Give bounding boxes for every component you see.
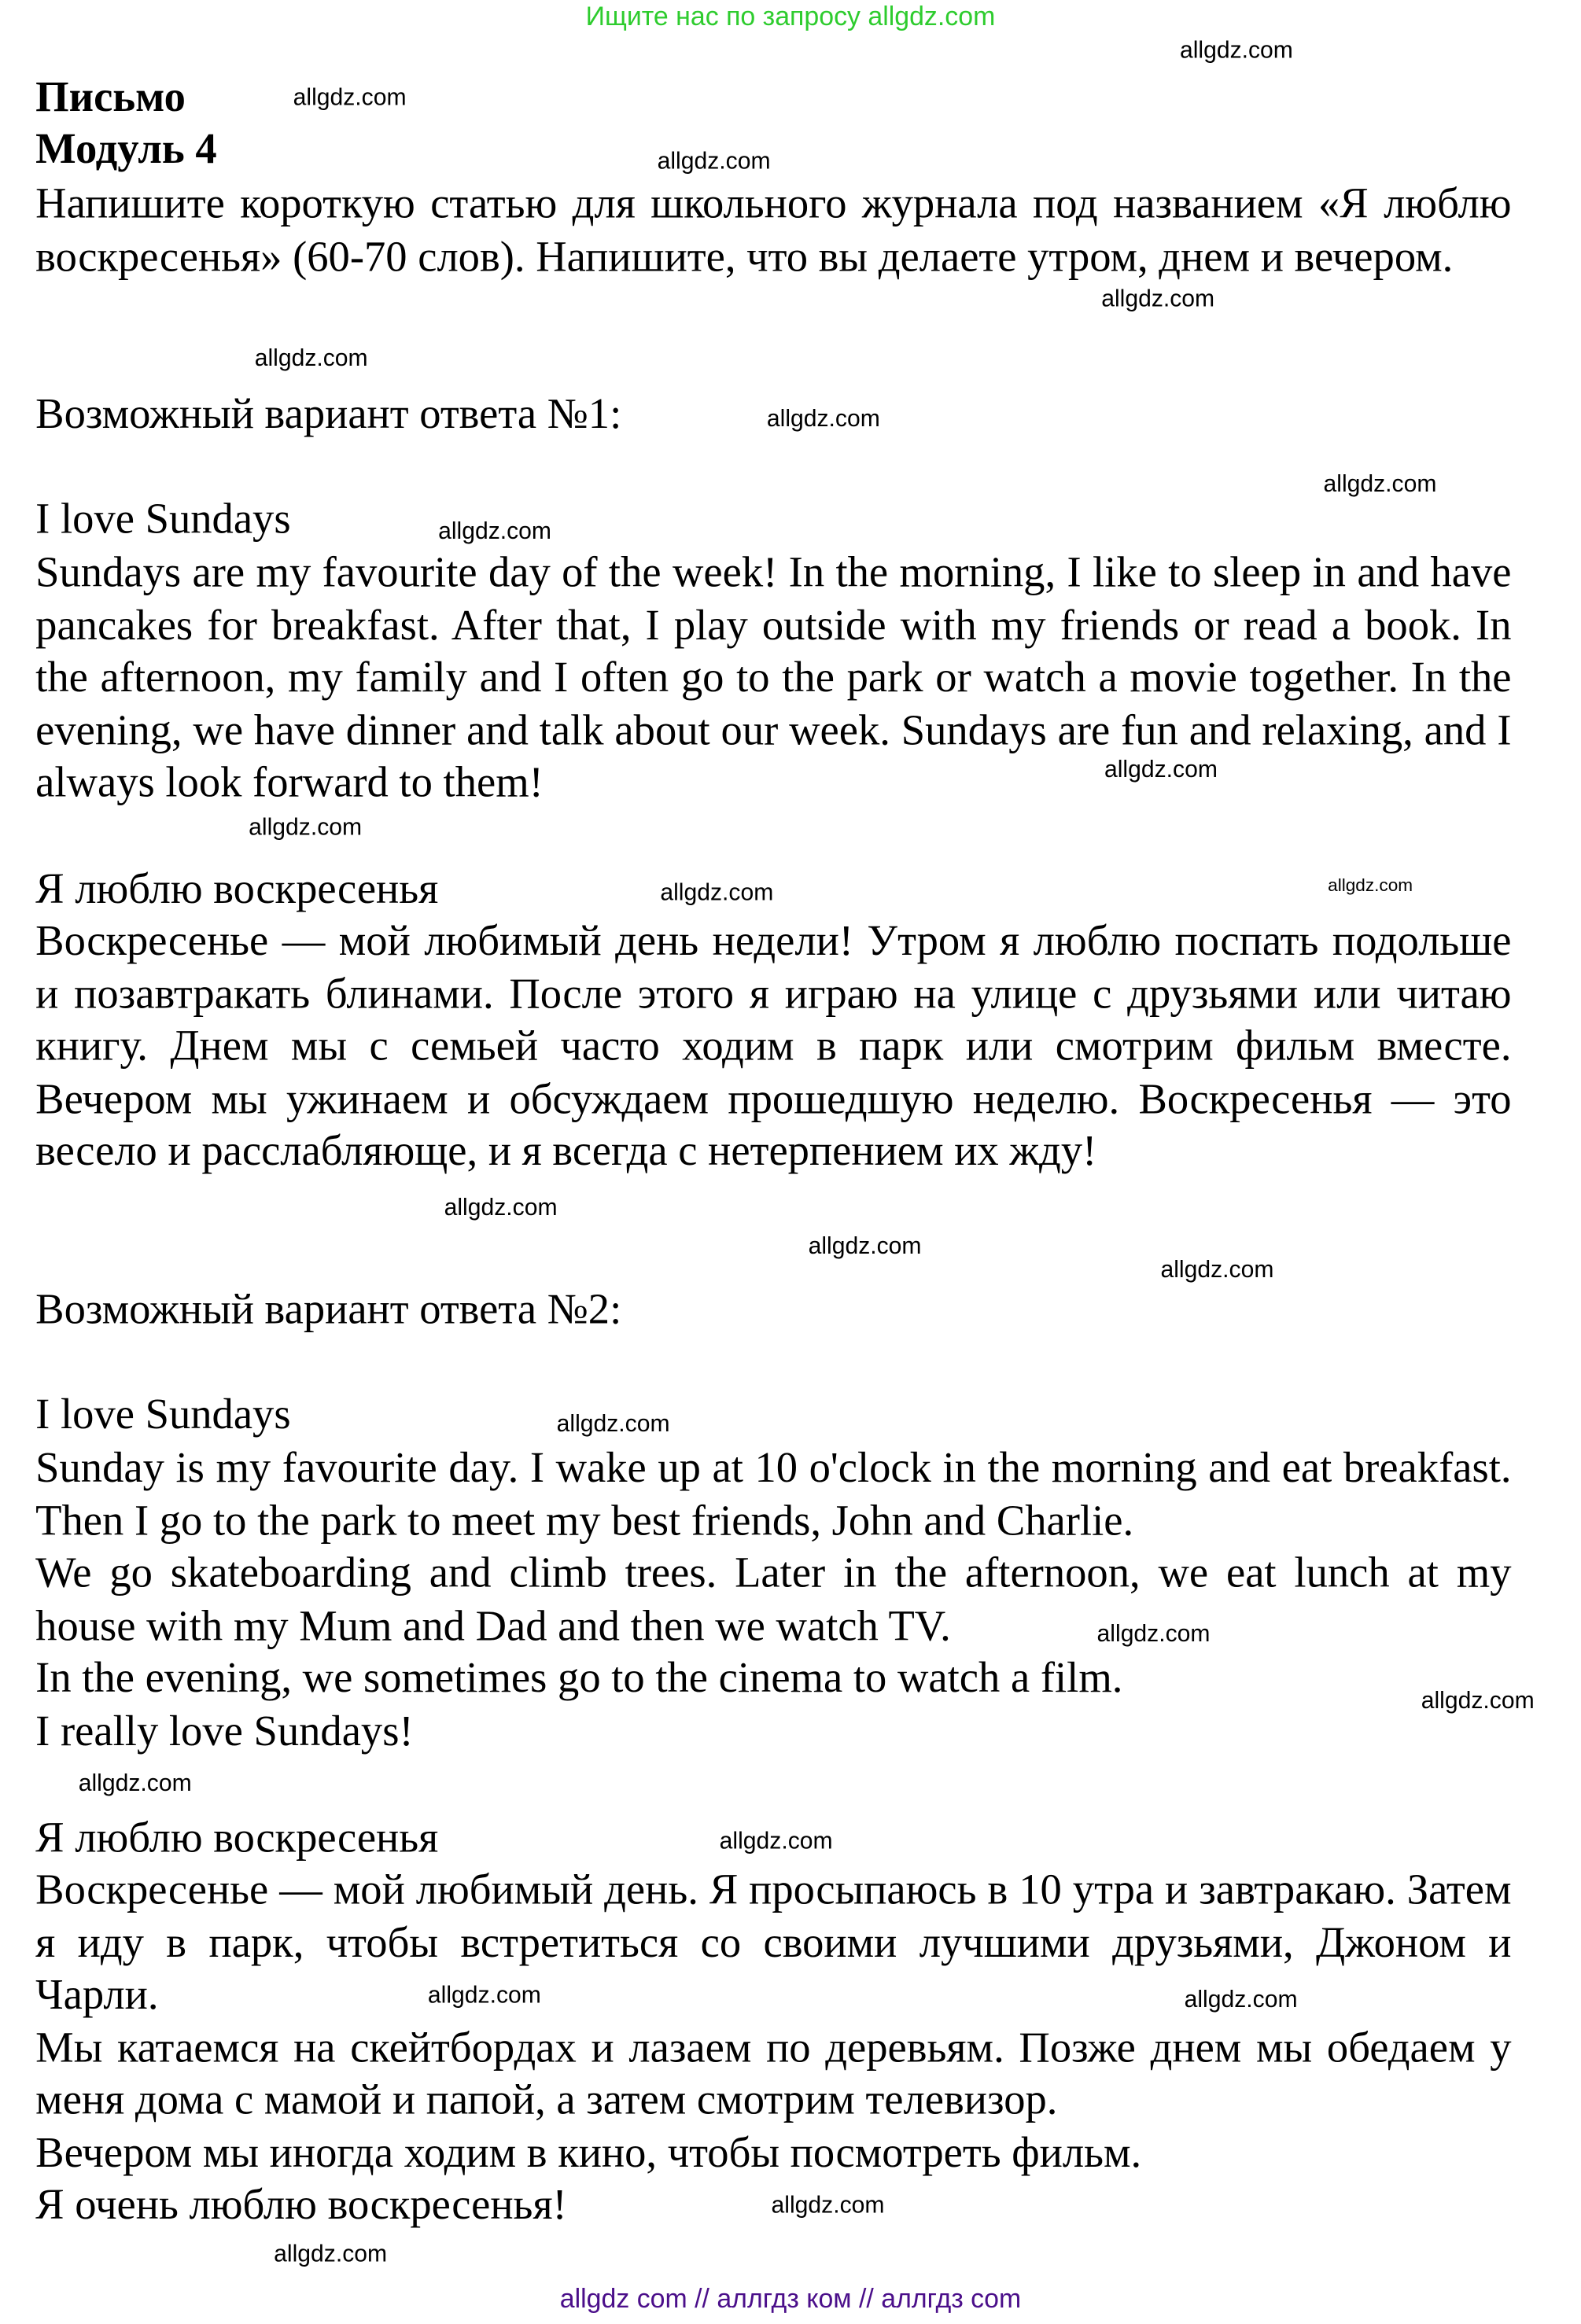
task-text: [35, 179, 1511, 285]
watermark: allgdz.com: [427, 1983, 541, 2009]
watermark: allgdz.com: [771, 2193, 885, 2219]
watermark: allgdz.com: [1160, 1258, 1274, 1284]
watermark: allgdz.com: [1323, 472, 1437, 498]
watermark: allgdz.com: [1328, 875, 1413, 896]
watermark: allgdz.com: [719, 1829, 833, 1855]
module-title: Модуль 4: [35, 125, 217, 174]
variant2-en-title: I love Sundays: [35, 1391, 291, 1439]
watermark: allgdz.com: [274, 2242, 388, 2268]
doc-title: Письмо: [35, 74, 186, 122]
watermark: allgdz.com: [254, 346, 368, 372]
paragraph: In the evening, we sometimes go to the cinema to watch a film.: [35, 1655, 1123, 1703]
paragraph: Мы катаемся на скейтбордах и лазаем по деревьям. Позже днем мы обедаем у меня дома с мамой и папой, а затем смотрим телевизор.: [35, 2024, 1512, 2124]
watermark: allgdz.com: [660, 880, 774, 906]
variant1-en-text: [35, 547, 1511, 810]
paragraph: Вечером мы иногда ходим в кино, чтобы посмотреть фильм.: [35, 2129, 1142, 2177]
paragraph: Sundays are my favourite day of the week! In the morning, I like to sleep in and have pancakes for breakfast. After that, I play outside with my friends or read a book. In the afternoon, my family and I often go to the park or watch a movie together. In the evening, we have dinner and talk about our week. Sundays are fun and relaxing, and I always look forward to them!: [35, 549, 1512, 807]
watermark: allgdz.com: [808, 1234, 922, 1260]
variant2-ru-text: [35, 1865, 1511, 2233]
watermark: allgdz.com: [1421, 1689, 1535, 1714]
paragraph: I really love Sundays!: [35, 1707, 414, 1755]
watermark: allgdz.com: [249, 815, 363, 841]
watermark: allgdz.com: [1096, 1622, 1211, 1648]
task-paragraph: Напишите короткую статью для школьного журнала под названием «Я люблю воскресенья» (60-70 слов). Напишите, что вы делаете утром, днем и вечером.: [35, 180, 1512, 281]
variant1-ru-title: Я люблю воскресенья: [35, 865, 439, 914]
variant1-en-title: I love Sundays: [35, 495, 291, 543]
watermark: allgdz.com: [438, 519, 552, 545]
watermark: allgdz.com: [1184, 1987, 1298, 2013]
watermark: allgdz.com: [657, 149, 771, 175]
paragraph: Я очень люблю воскресенья!: [35, 2182, 567, 2230]
watermark: allgdz.com: [766, 407, 880, 433]
watermark: allgdz.com: [1179, 38, 1293, 64]
variant2-ru-title: Я люблю воскресенья: [35, 1814, 439, 1862]
watermark: allgdz.com: [444, 1195, 558, 1221]
variant1-heading: Возможный вариант ответа №1:: [35, 390, 622, 439]
watermark: allgdz.com: [293, 86, 407, 112]
watermark: allgdz.com: [78, 1771, 192, 1797]
footer-watermark: allgdz com // аллгдз ком // аллгдз com: [559, 2283, 1022, 2314]
variant1-ru-text: [35, 916, 1511, 1179]
paragraph: Воскресенье — мой любимый день. Я просыпаюсь в 10 утра и завтракаю. Затем я иду в парк, чтобы встретиться со своими лучшими друзьями, Джоном и Чарли.: [35, 1866, 1512, 2020]
watermark: allgdz.com: [1104, 757, 1218, 783]
variant2-en-text: [35, 1443, 1511, 1759]
paragraph: Воскресенье — мой любимый день недели! Утром я люблю поспать подольше и позавтракать блинами. После этого я играю на улице с друзьями или читаю книгу. Днем мы с семьей часто ходим в парк или смотрим фильм вместе. Вечером мы ужинаем и обсуждаем прошедшую неделю. Воскресенья — это весело и расслабляюще, и я всегда с нетерпением их жду!: [35, 917, 1512, 1176]
watermark: allgdz.com: [1101, 287, 1215, 313]
top-banner: Ищите нас по запросу allgdz.com: [585, 1, 996, 31]
paragraph: We go skateboarding and climb trees. Later in the afternoon, we eat lunch at my house with my Mum and Dad and then we watch TV.: [35, 1549, 1512, 1650]
paragraph: Sunday is my favourite day. I wake up at 10 o'clock in the morning and eat breakfast. Then I go to the park to meet my best friends, John and Charlie.: [35, 1444, 1512, 1545]
watermark: allgdz.com: [556, 1412, 670, 1438]
variant2-heading: Возможный вариант ответа №2:: [35, 1286, 622, 1334]
